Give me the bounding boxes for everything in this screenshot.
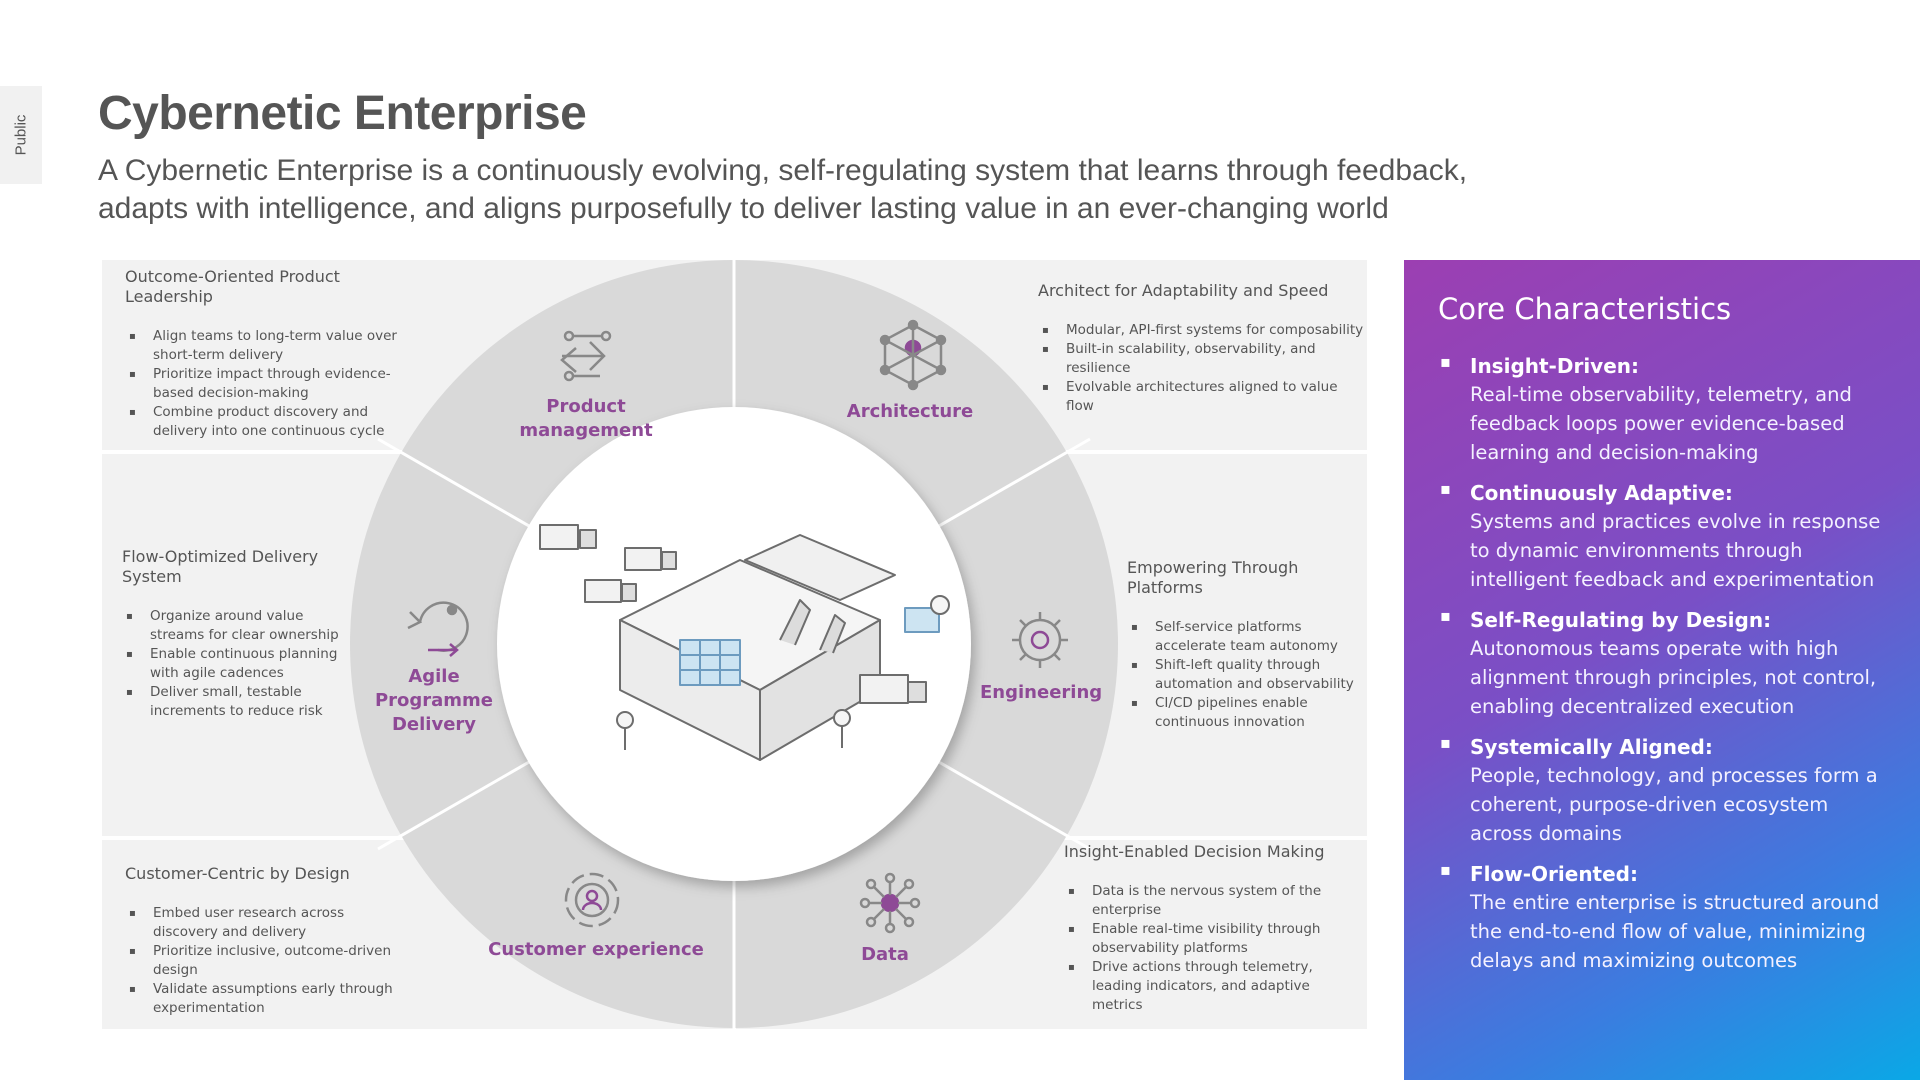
segment-label-engineering: Engineering	[980, 682, 1103, 703]
list-item: ▪ Validate assumptions early through experimentation	[125, 980, 395, 1018]
classification-label: Public	[12, 114, 30, 156]
list-item: ▪ Embed user research across discovery and delivery	[125, 904, 395, 942]
list-item: ▪ Prioritize inclusive, outcome-driven design	[125, 942, 395, 980]
core-item	[1438, 479, 1890, 594]
panel-customer-centric	[125, 864, 395, 1018]
segment-label-product-management: Product management	[519, 396, 653, 441]
panel-heading: Insight-Enabled Decision Making	[1064, 842, 1325, 861]
list-item: ▪ Align teams to long-term value over short-term delivery	[125, 327, 425, 365]
core-item-title: ▪ Systemically Aligned:	[1470, 735, 1713, 759]
list-item: ▪ Drive actions through telemetry, leading indicators, and adaptive metrics	[1064, 958, 1364, 1015]
core-item-description: The entire enterprise is structured around the end-to-end flow of value, minimizing delays and maximizing outcomes	[1470, 891, 1880, 972]
core-item-description: Real-time observability, telemetry, and feedback loops power evidence-based learning and decision-making	[1470, 383, 1852, 464]
segment-label-agile-delivery: Agile Programme Delivery	[374, 666, 494, 735]
core-item-description: Systems and practices evolve in response to dynamic environments through intelligent feedback and experimentation	[1470, 510, 1881, 591]
panel-platforms	[1127, 558, 1367, 732]
page-title: Cybernetic Enterprise	[98, 87, 587, 140]
list-item: ▪ Enable real-time visibility through observability platforms	[1064, 920, 1364, 958]
list-item: ▪ Built-in scalability, observability, and resilience	[1038, 340, 1368, 378]
core-item	[1438, 606, 1890, 721]
core-characteristics-panel	[1404, 260, 1920, 1080]
panel-heading: Architect for Adaptability and Speed	[1038, 281, 1329, 300]
core-item	[1438, 352, 1890, 467]
segment-label-data: Data	[861, 944, 909, 965]
page-subtitle: A Cybernetic Enterprise is a continuously evolving, self-regulating system that learns through feedback, adapts with intelligence, and aligns purposefully to deliver lasting value in an ever-changing world	[98, 154, 1468, 225]
core-item-description: People, technology, and processes form a coherent, purpose-driven ecosystem across domains	[1470, 764, 1878, 845]
list-item: ▪ Data is the nervous system of the enterprise	[1064, 882, 1364, 920]
list-item: ▪ Modular, API-first systems for composability	[1038, 321, 1368, 340]
list-item: ▪ Enable continuous planning with agile cadences	[122, 645, 342, 683]
core-item-title: ▪ Flow-Oriented:	[1470, 862, 1638, 886]
core-heading: Core Characteristics	[1438, 292, 1732, 326]
list-item: ▪ Organize around value streams for clear ownership	[122, 607, 342, 645]
core-item	[1438, 860, 1890, 975]
list-item: ▪ Prioritize impact through evidence-based decision-making	[125, 365, 425, 403]
list-item: ▪ CI/CD pipelines enable continuous innovation	[1127, 694, 1367, 732]
panel-insight-decision	[1064, 842, 1364, 1015]
panel-heading: Flow-Optimized Delivery System	[122, 547, 319, 586]
core-item	[1438, 733, 1890, 848]
segment-label-customer-experience: Customer experience	[488, 939, 704, 960]
core-item-title: ▪ Continuously Adaptive:	[1470, 481, 1733, 505]
panel-architecture	[1038, 281, 1368, 416]
panel-heading: Empowering Through Platforms	[1127, 558, 1299, 597]
core-item-title: ▪ Self-Regulating by Design:	[1470, 608, 1772, 632]
panel-heading: Outcome-Oriented Product Leadership	[125, 267, 340, 306]
list-item: ▪ Self-service platforms accelerate team autonomy	[1127, 618, 1367, 656]
panel-product-leadership	[125, 267, 425, 441]
panel-heading: Customer-Centric by Design	[125, 864, 350, 883]
core-item-title: ▪ Insight-Driven:	[1470, 354, 1640, 378]
list-item: ▪ Combine product discovery and delivery into one continuous cycle	[125, 403, 425, 441]
panel-flow-delivery	[122, 547, 342, 721]
list-item: ▪ Evolvable architectures aligned to value flow	[1038, 378, 1368, 416]
list-item: ▪ Shift-left quality through automation and observability	[1127, 656, 1367, 694]
list-item: ▪ Deliver small, testable increments to reduce risk	[122, 683, 342, 721]
core-item-description: Autonomous teams operate with high alignment through principles, not control, enabling decentralized execution	[1470, 637, 1877, 718]
segment-label-architecture: Architecture	[846, 401, 974, 422]
